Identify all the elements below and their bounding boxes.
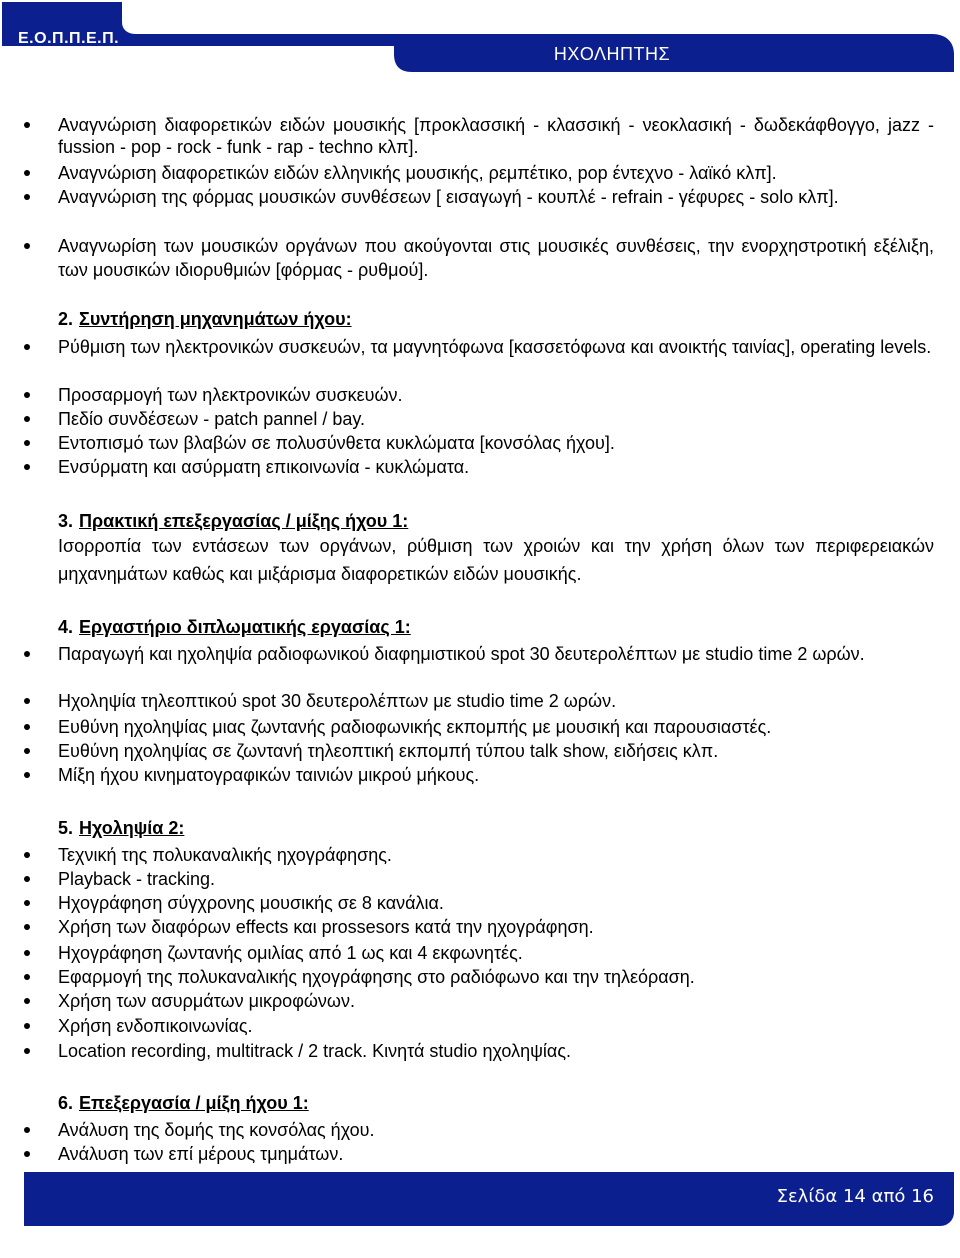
list-item-text: Location recording, multitrack / 2 track. Κινητά studio ηχοληψίας.	[58, 1041, 572, 1061]
section-heading-3	[58, 510, 408, 532]
bullet-icon	[24, 900, 30, 906]
section-paragraph: Ισορροπία των εντάσεων των οργάνων, ρύθμιση των χροιών και την χρήση όλων των περιφερειακών μηχανημάτων καθώς και μιξάρισμα διαφορετικών ειδών μουσικής.	[58, 536, 934, 584]
bullet-icon	[24, 1023, 30, 1029]
list-item	[24, 1040, 934, 1062]
section-number: 5.	[58, 818, 74, 838]
list-item	[24, 764, 934, 786]
section-heading-4	[58, 616, 411, 638]
section-title: Επεξεργασία / μίξη ήχου 1:	[79, 1093, 309, 1113]
bullet-icon	[24, 950, 30, 956]
list-item-text: Προσαρμογή των ηλεκτρονικών συσκευών.	[58, 385, 403, 405]
section-heading-5	[58, 817, 184, 839]
list-item-text: Playback - tracking.	[58, 869, 216, 889]
bullet-icon	[24, 1127, 30, 1133]
bullet-icon	[24, 170, 30, 176]
bullet-icon	[24, 1151, 30, 1157]
bullet-icon	[24, 772, 30, 778]
list-item-text: Χρήση ενδοπικοινωνίας.	[58, 1016, 253, 1036]
page-number: Σελίδα 14 από 16	[776, 1186, 934, 1207]
bullet-icon	[24, 698, 30, 704]
list-item	[24, 990, 934, 1012]
list-item	[24, 384, 934, 406]
list-item	[24, 643, 934, 665]
list-item	[24, 716, 934, 738]
list-item	[24, 690, 934, 712]
list-item	[24, 942, 934, 964]
list-item	[24, 408, 934, 430]
list-item	[24, 114, 934, 158]
section-heading-6	[58, 1092, 309, 1114]
bullet-icon	[24, 392, 30, 398]
list-item-text: Τεχνική της πολυκαναλικής ηχογράφησης.	[58, 845, 392, 865]
header-title: ΗΧΟΛΗΠΤΗΣ	[553, 44, 671, 64]
list-item	[24, 868, 934, 890]
header-banner-shape	[2, 2, 954, 72]
bullet-icon	[24, 1048, 30, 1054]
list-item-text: Πεδίο συνδέσεων - patch pannel / bay.	[58, 409, 366, 429]
footer-banner	[24, 1172, 954, 1226]
list-item-text: Ευθύνη ηχοληψίας σε ζωντανή τηλεοπτική εκπομπή τύπου talk show, ειδήσεις κλπ.	[58, 741, 719, 761]
list-item	[24, 1119, 934, 1141]
list-item-text: Χρήση των διαφόρων effects και prossesors κατά την ηχογράφηση.	[58, 917, 594, 937]
list-item-text: Μίξη ήχου κινηματογραφικών ταινιών μικρού μήκους.	[58, 765, 480, 785]
list-item-text: Ανάλυση των επί μέρους τμημάτων.	[58, 1144, 344, 1164]
list-item-text: Εντοπισμό των βλαβών σε πολυσύνθετα κυκλώματα [κονσόλας ήχου].	[58, 433, 615, 453]
bullet-icon	[24, 651, 30, 657]
section-heading-2	[58, 308, 352, 330]
list-item	[24, 916, 934, 938]
bullet-icon	[24, 974, 30, 980]
bullet-icon	[24, 194, 30, 200]
bullet-icon	[24, 924, 30, 930]
section-title: Συντήρηση μηχανημάτων ήχου:	[79, 309, 352, 329]
section-number: 4.	[58, 617, 74, 637]
list-item	[24, 740, 934, 762]
list-item-text: Ενσύρματη και ασύρματη επικοινωνία - κυκλώματα.	[58, 457, 470, 477]
bullet-icon	[24, 852, 30, 858]
bullet-icon	[24, 122, 30, 128]
section-number: 3.	[58, 511, 74, 531]
header-org-name: Ε.Ο.Π.Π.Ε.Π.	[18, 30, 120, 47]
list-item	[24, 844, 934, 866]
list-item	[24, 162, 934, 184]
list-item-text: Ηχογράφηση ζωντανής ομιλίας από 1 ως και 4 εκφωνητές.	[58, 943, 523, 963]
list-item-text: Αναγνώριση διαφορετικών ειδών μουσικής [προκλασσική - κλασσική - νεοκλασική - δωδεκάφθογγο, jazz - fussion - pop - rock - funk - rap - techno κλπ].	[58, 115, 934, 157]
header-banner	[2, 2, 954, 72]
list-item-text: Αναγνώριση διαφορετικών ειδών ελληνικής μουσικής, ρεμπέτικο, pop έντεχνο - λαϊκό κλπ].	[58, 163, 777, 183]
list-item	[24, 432, 934, 454]
list-item-text: Χρήση των ασυρμάτων μικροφώνων.	[58, 991, 355, 1011]
section-title: Πρακτική επεξεργασίας / μίξης ήχου 1:	[79, 511, 409, 531]
list-item-text: Ρύθμιση των ηλεκτρονικών συσκευών, τα μαγνητόφωνα [κασσετόφωνα και ανοικτής ταινίας], operating levels.	[58, 337, 932, 357]
list-item	[24, 336, 934, 358]
list-item-text: Ηχοληψία τηλεοπτικού spot 30 δευτερολέπτων με studio time 2 ωρών.	[58, 691, 617, 711]
bullet-icon	[24, 724, 30, 730]
list-item	[24, 1143, 934, 1165]
list-item-text: Ηχογράφηση σύγχρονης μουσικής σε 8 κανάλια.	[58, 893, 444, 913]
list-item-text: Αναγνώριση της φόρμας μουσικών συνθέσεων [ εισαγωγή - κουπλέ - refrain - γέφυρες - solo κλπ].	[58, 187, 839, 207]
section-title: Ηχοληψία 2:	[79, 818, 185, 838]
bullet-icon	[24, 464, 30, 470]
section-title: Εργαστήριο διπλωματικής εργασίας 1:	[79, 617, 411, 637]
bullet-icon	[24, 876, 30, 882]
bullet-icon	[24, 440, 30, 446]
bullet-icon	[24, 998, 30, 1004]
section-number: 6.	[58, 1093, 74, 1113]
list-item	[24, 234, 934, 282]
section-number: 2.	[58, 309, 74, 329]
list-item-text: Αναγνωρίση των μουσικών οργάνων που ακούγονται στις μουσικές συνθέσεις, την ενορχηστροτική εξέλιξη, των μουσικών ιδιορυθμιών [φόρμας - ρυθμού].	[58, 236, 934, 280]
list-item-text: Ευθύνη ηχοληψίας μιας ζωντανής ραδιοφωνικής εκπομπής με μουσική και παρουσιαστές.	[58, 717, 772, 737]
bullet-icon	[24, 243, 30, 249]
list-item	[24, 966, 934, 988]
list-item-text: Παραγωγή και ηχοληψία ραδιοφωνικού διαφημιστικού spot 30 δευτερολέπτων με studio time 2 ωρών.	[58, 644, 865, 664]
bullet-icon	[24, 748, 30, 754]
list-item-text: Εφαρμογή της πολυκαναλικής ηχογράφησης στο ραδιόφωνο και την τηλεόραση.	[58, 967, 695, 987]
list-item	[24, 892, 934, 914]
list-item	[24, 456, 934, 478]
bullet-icon	[24, 416, 30, 422]
list-item-text: Ανάλυση της δομής της κονσόλας ήχου.	[58, 1120, 375, 1140]
bullet-icon	[24, 344, 30, 350]
list-item	[24, 186, 934, 208]
list-item	[24, 1015, 934, 1037]
